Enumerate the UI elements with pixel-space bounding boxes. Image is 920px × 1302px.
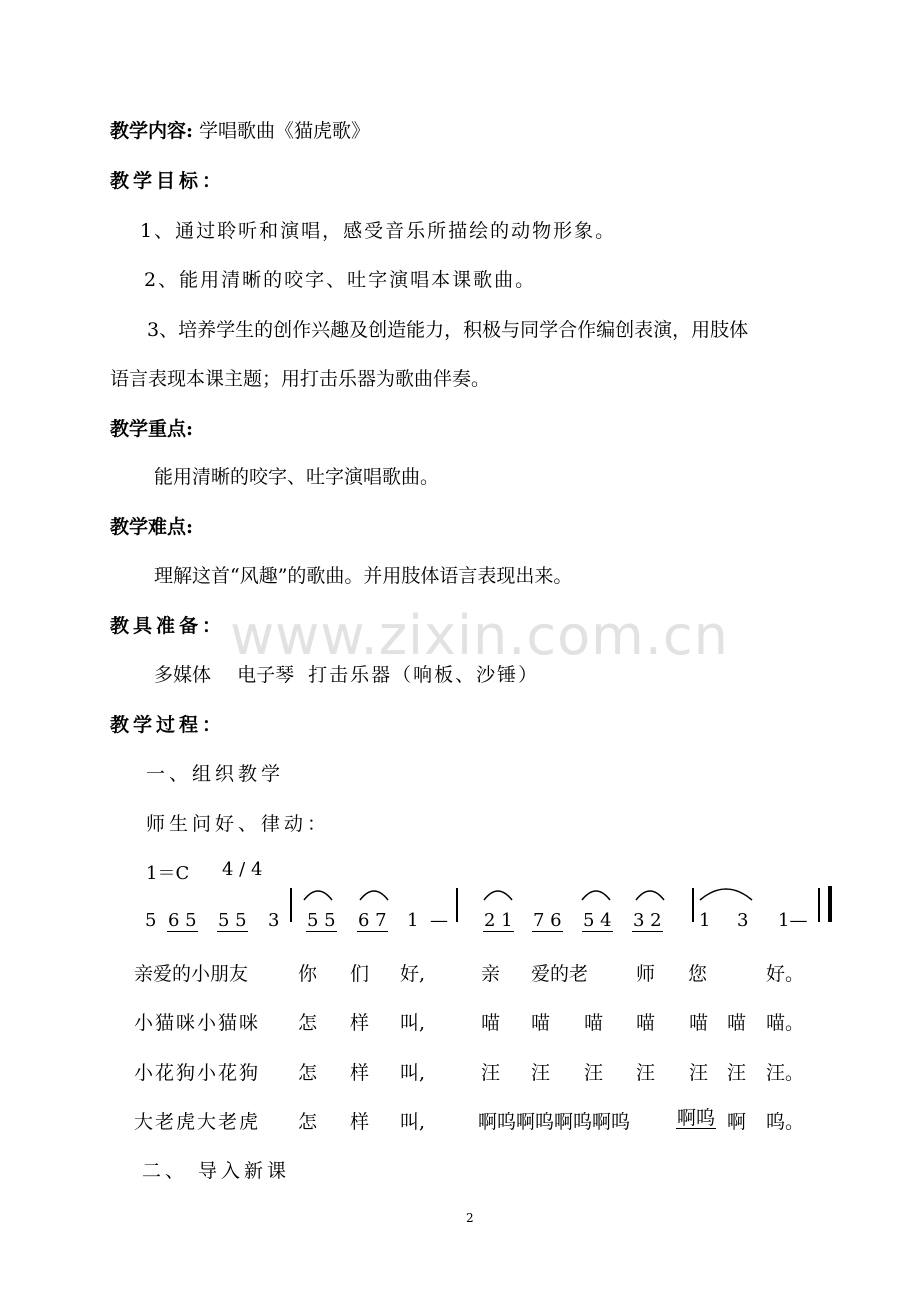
goal-item-3: 3、培养学生的创作兴趣及创造能力，积极与同学合作编创表演，用肢体 [147,319,749,341]
lyric: 小猫咪小猫咪 [134,1012,261,1034]
difficulties-text: 理解这首“风趣”的歌曲。并用肢体语言表现出来。 [154,565,573,587]
lyric: 们 [350,963,370,985]
lyric: 叫, [400,1062,426,1084]
lyric: 呜。 [766,1111,805,1133]
goal-item-3-continued: 语言表现本课主题；用打击乐器为歌曲伴奏。 [110,368,491,390]
lyric: 汪 [636,1062,656,1084]
final-bar-thin [818,888,820,922]
note-dash: — [430,910,448,931]
lyric-underlined-text: 啊呜 [677,1107,716,1129]
note: 1 [407,910,419,931]
lyric: 怎 [298,1012,318,1034]
note-group [167,910,198,932]
content-label: 教学内容: [110,120,194,142]
lyric: 喵 [584,1012,604,1034]
lyric: 喵 [727,1012,747,1034]
lyric: 亲爱的小朋友 [134,963,249,985]
key-signature: 1＝C [146,863,190,884]
lyric: 啊 [727,1111,747,1133]
lyric: 汪 [584,1062,604,1084]
time-signature: 4 / 4 [222,859,263,880]
lyric: 怎 [298,1062,318,1084]
note-group [306,910,337,932]
equipment-item: 电子琴 [237,664,295,686]
lyric: 样 [350,1111,370,1133]
lyric: 叫, [400,1012,426,1034]
lyric: 您 [688,963,708,985]
bar-line [456,888,458,922]
lyric: 汪 [727,1062,747,1084]
lyric: 怎 [298,1111,318,1133]
equipment-label: 教具准备： [110,615,226,637]
lyric: 汪。 [766,1062,805,1084]
note-group [632,910,663,932]
lyric: 爱的老 [531,963,589,985]
note-group [532,910,563,932]
note-group-text: 6 5 [168,910,197,931]
lyric: 好。 [766,963,805,985]
lyric: 样 [350,1012,370,1034]
note: 3 [737,910,749,931]
key-points-text: 能用清晰的咬字、吐字演唱歌曲。 [154,466,440,488]
note-group-text: 7 6 [533,910,562,931]
lyric: 样 [350,1062,370,1084]
lyric: 师 [636,963,656,985]
lyric: 喵 [481,1012,501,1034]
lyric: 你 [298,963,318,985]
bar-line [290,888,292,922]
note-group-text: 5 5 [218,910,247,931]
note: 5 [145,910,157,931]
goals-label: 教学目标： [110,170,226,192]
process-step-2: 二、 导入新课 [142,1160,291,1182]
equipment-item: 打击乐器（响板、沙锤） [308,664,540,686]
note: 1 [699,910,711,931]
watermark: www.zixin.com.cn [230,604,729,667]
lyric: 喵 [531,1012,551,1034]
note-dash: 1— [778,910,808,931]
greeting-line: 师生问好、律动： [146,813,331,835]
goal-item-1: 1、通过聆听和演唱，感受音乐所描绘的动物形象。 [140,220,617,242]
lyric: 喵 [636,1012,656,1034]
note-group-text: 5 4 [583,910,612,931]
note-group-text: 6 7 [358,910,387,931]
note-group [357,910,388,932]
lyric: 亲 [481,963,501,985]
lyric: 好, [400,963,426,985]
lyric: 啊呜啊呜啊呜啊呜 [478,1111,631,1133]
equipment-item: 多媒体 [154,664,212,686]
lyric-underlined [676,1107,716,1129]
content-value: 学唱歌曲《猫虎歌》 [199,120,371,142]
lyric: 大老虎大老虎 [134,1111,261,1133]
note-group [582,910,613,932]
note-group-text: 5 5 [307,910,336,931]
note-group-text: 3 2 [633,910,662,931]
note-group [483,910,514,932]
lyric: 喵 [689,1012,709,1034]
lyric: 汪 [689,1062,709,1084]
lyric: 叫, [400,1111,426,1133]
bar-line [692,888,694,922]
process-label: 教学过程： [110,714,226,736]
lyric: 小花狗小花狗 [134,1062,261,1084]
difficulties-label: 教学难点: [110,516,194,538]
page-number: 2 [466,1211,474,1225]
lyric: 汪 [531,1062,551,1084]
note-group-text: 2 1 [484,910,513,931]
goal-item-2: 2、能用清晰的咬字、吐字演唱本课歌曲。 [144,269,537,291]
note: 3 [268,910,280,931]
final-bar-thick [828,886,832,922]
key-points-label: 教学重点: [110,418,194,440]
note-group [217,910,248,932]
lyric: 喵。 [766,1012,805,1034]
process-step-1: 一、组织教学 [146,763,285,785]
lyric: 汪 [481,1062,501,1084]
